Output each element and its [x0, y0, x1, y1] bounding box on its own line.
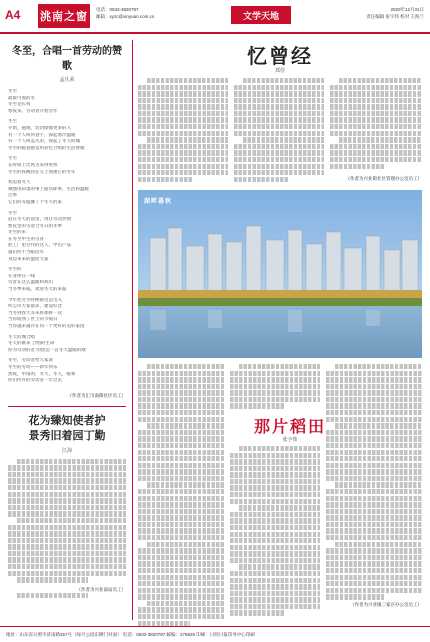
body-text-line — [138, 177, 192, 182]
body-text-line — [138, 607, 224, 612]
poem-line: 当你越来越冷在同一个更好的美好家园 — [8, 324, 85, 329]
poem-line: 冬至 — [8, 119, 17, 125]
body-text-line — [230, 384, 320, 389]
body-text-line — [138, 436, 224, 441]
body-text-line — [326, 397, 422, 402]
poem-line: 冬至 — [8, 210, 17, 216]
poem-line: 有一个人叫孟凡荣，撑起了冬天的城 — [8, 139, 80, 145]
poem-line: 当冬到春天等来将那鲜一次 — [8, 310, 62, 316]
poem-line: 冬至的暖意感觉用彩色合唱的生活赞歌 — [8, 145, 85, 151]
body-text-line — [138, 417, 224, 422]
body-text-line — [230, 459, 320, 464]
section-name: 文学天地 — [231, 6, 291, 24]
body-text-line — [230, 597, 320, 602]
poem-line: 冬至，劳动者给大家说 — [8, 358, 53, 364]
body-text-line — [230, 499, 320, 504]
body-text-line — [138, 588, 224, 593]
body-text-line — [138, 469, 224, 474]
body-text-line — [230, 453, 320, 458]
poem-line: 赶在冬天的前里，再让劳动热情 — [8, 217, 71, 223]
body-text-line — [138, 403, 224, 408]
body-text-line — [234, 85, 324, 90]
poem-line: 当冬季来临，欢迎冬天的来临 — [8, 287, 67, 293]
body-text-line — [230, 485, 320, 490]
body-text-line — [326, 496, 422, 501]
body-text-line — [326, 575, 422, 580]
date-block — [366, 6, 424, 20]
body-text-line — [230, 578, 320, 583]
poem-line: 劳者在这么温暖和我们 — [8, 280, 53, 286]
contact-email: 邮箱：xyzc@xinyuan.com.cn — [96, 14, 155, 19]
body-text-line — [8, 571, 126, 576]
body-text-line — [147, 78, 228, 83]
body-text-line — [147, 423, 224, 428]
body-text-line — [138, 509, 224, 514]
poem-line: 最最可爱的冬 — [8, 95, 35, 101]
body-text-line — [330, 104, 422, 109]
main-article-col-2 — [234, 78, 324, 183]
body-text-line — [138, 489, 224, 494]
body-text-line — [234, 157, 324, 162]
body-text-line — [326, 502, 422, 507]
body-text-line — [138, 390, 224, 395]
body-text-line — [326, 403, 422, 408]
poem-line: 身边来来的温度大家 — [8, 256, 49, 262]
poem-line: 开始，拖地，切切擦擦更多的人 — [8, 125, 71, 131]
second-article-col-1 — [230, 446, 320, 617]
body-text-line — [326, 463, 422, 468]
contact-info — [96, 6, 154, 20]
body-text-line — [326, 489, 422, 494]
body-text-line — [138, 104, 228, 109]
body-text-line — [147, 542, 224, 547]
essay-title-line2: 景秀旧着园丁勤 — [28, 428, 106, 442]
body-text-line — [230, 604, 320, 609]
body-text-line — [138, 515, 224, 520]
body-text-line — [138, 456, 224, 461]
body-text-line — [8, 511, 126, 516]
body-text-line — [138, 117, 228, 122]
body-text-line — [326, 522, 422, 527]
column-divider — [8, 406, 126, 407]
page-number: A4 — [5, 8, 21, 22]
body-text-line — [330, 85, 422, 90]
body-text-line — [138, 150, 228, 155]
body-text-line — [330, 150, 422, 155]
body-text-line — [234, 117, 324, 122]
main-article-note: （作者为兴业街社区管理办公室员工） — [345, 177, 422, 182]
body-text-line — [8, 492, 126, 497]
body-text-line — [8, 498, 126, 503]
body-text-line — [230, 538, 320, 543]
body-text-line — [138, 124, 228, 129]
poem-line: 越山河不当眼泪水 — [8, 250, 44, 256]
body-text-line — [234, 98, 324, 103]
body-text-line — [234, 91, 324, 96]
body-text-line — [326, 548, 422, 553]
body-text-line — [234, 144, 324, 149]
body-text-line — [138, 377, 224, 382]
body-text-line — [326, 581, 422, 586]
body-text-line — [138, 144, 228, 149]
body-text-line — [234, 131, 324, 136]
poem-line: 过事 — [8, 193, 17, 199]
poem-line: 在时间上比风雪来得更快 — [8, 162, 58, 168]
poem-line: 把工厂里劳作的这人，中出产品 — [8, 243, 71, 249]
body-text-line — [230, 525, 320, 530]
body-text-line — [138, 463, 224, 468]
page-header — [0, 0, 430, 34]
body-text-line — [326, 430, 422, 435]
body-text-line — [230, 610, 284, 615]
body-text-line — [330, 124, 422, 129]
body-text-line — [138, 91, 228, 96]
body-text-line — [17, 459, 126, 464]
body-text-line — [326, 528, 422, 533]
body-text-line — [326, 555, 422, 560]
poem-line: 冬至的夜晚同在雪上加重它的冬年 — [8, 169, 76, 175]
body-text-line — [326, 469, 422, 474]
body-text-line — [138, 450, 224, 455]
body-text-line — [326, 594, 384, 599]
poem-line: 寒夜来，劳动者开始劳作 — [8, 108, 58, 114]
body-text-line — [234, 104, 324, 109]
body-text-line — [230, 532, 320, 537]
body-text-line — [138, 496, 224, 501]
poem-line: 繁花里的雪迎合冬日的冬季 — [8, 223, 62, 229]
body-text-line — [147, 482, 224, 487]
body-text-line — [243, 78, 324, 83]
body-text-line — [8, 538, 126, 543]
poem-line: 所公司大家都多，建设好比 — [8, 304, 62, 310]
poem-body — [8, 89, 126, 389]
body-text-line — [138, 548, 224, 553]
body-text-line — [138, 522, 224, 527]
body-text-line — [230, 472, 320, 477]
body-text-line — [8, 531, 126, 536]
body-text-line — [335, 542, 422, 547]
body-text-line — [230, 545, 320, 550]
body-text-line — [335, 423, 422, 428]
body-text-line — [138, 561, 224, 566]
page-footer: 地址：山东省日照市济南路257号（绿月公园东侧门对面） 电话：0633-3820797 邮编：276826 印刷：日照日报印务中心印刷 — [0, 626, 430, 642]
poem-line: 冬天的城合唱 — [8, 334, 35, 340]
body-text-line — [138, 98, 228, 103]
body-text-line — [330, 131, 422, 136]
poem-note: （作者为汇川南街社区员工） — [67, 393, 126, 399]
body-text-line — [138, 371, 224, 376]
poem-line: 你为劳动的者 的创造一首冬天温暖的歌 — [8, 347, 86, 353]
poem-line: 冬至是长夜 — [8, 102, 31, 108]
body-text-line — [330, 144, 422, 149]
body-text-line — [138, 85, 228, 90]
body-text-line — [234, 164, 324, 169]
body-text-line — [335, 364, 422, 369]
body-text-line — [326, 371, 422, 376]
body-text-line — [326, 390, 422, 395]
body-text-line — [230, 571, 320, 576]
body-text-line — [230, 479, 320, 484]
poem-line: 我追着冬天 — [8, 180, 31, 186]
poem-line: 在冬至中生的雪背 — [8, 236, 44, 242]
essay-title-line1: 花为臻知使者护 — [28, 413, 106, 427]
body-text-line — [326, 456, 422, 461]
body-text-line — [239, 446, 320, 451]
poem-line: 冬至 — [8, 89, 17, 94]
body-text-line — [230, 558, 320, 563]
body-text-line — [326, 535, 422, 540]
body-text-line — [326, 515, 422, 520]
body-text-line — [138, 555, 224, 560]
body-text-line — [326, 410, 422, 415]
body-text-line — [8, 551, 126, 556]
body-text-line — [330, 111, 422, 116]
body-text-line — [230, 512, 320, 517]
body-text-line — [138, 410, 224, 415]
body-text-line — [230, 492, 320, 497]
body-text-line — [138, 535, 224, 540]
essay-author: 江海 — [61, 447, 72, 454]
poem-author: 孟凡荣 — [59, 77, 75, 83]
poem-line: 冬至的 — [8, 267, 22, 273]
body-text-line — [230, 377, 320, 382]
second-article-col-2 — [326, 364, 422, 601]
poem-line: 冬至 — [8, 156, 17, 162]
body-text-line — [330, 117, 422, 122]
body-text-line — [8, 478, 126, 483]
main-article-col-3 — [330, 78, 422, 170]
body-text-line — [239, 564, 320, 569]
body-text-line — [138, 157, 228, 162]
body-text-line — [326, 436, 422, 441]
body-text-line — [230, 551, 320, 556]
body-text-line — [326, 509, 422, 514]
body-text-line — [243, 137, 324, 142]
body-text-line — [138, 384, 224, 389]
body-text-line — [138, 581, 224, 586]
poem-line: 在身体在一线 — [8, 273, 35, 279]
editor-line: 责任编辑 张宇炜 校对 王海兰 — [366, 14, 424, 19]
main-article-author: 郑佳 — [274, 68, 285, 74]
second-article-note: （作者为兴业镇三家庄办公室员工） — [350, 603, 422, 608]
body-text-line — [326, 561, 422, 566]
essay-body-tail — [8, 593, 126, 598]
essay-note: （作者为兴业南站员工） — [76, 587, 126, 593]
body-text-line — [330, 91, 422, 96]
body-text-line — [335, 482, 422, 487]
poem-line: 黑夜，中南的，冬天，冬天，暖和 — [8, 371, 76, 377]
stanza-gap — [8, 385, 126, 389]
essay-body — [8, 459, 126, 583]
poem-line: 当你成熟了世上的节假日 — [8, 317, 58, 323]
body-text-line — [8, 465, 126, 470]
body-text-line — [330, 164, 385, 169]
body-text-line — [330, 157, 422, 162]
body-text-line — [138, 164, 228, 169]
body-text-line — [330, 98, 422, 103]
masthead-logo: 洮南之窗 — [38, 4, 90, 28]
body-text-line — [138, 528, 224, 533]
body-text-line — [8, 472, 126, 477]
body-text-line — [326, 450, 422, 455]
body-text-line — [230, 371, 320, 376]
body-text-line — [138, 430, 224, 435]
body-text-line — [339, 137, 422, 142]
body-text-line — [138, 575, 224, 580]
body-text-line — [138, 502, 224, 507]
main-article-title: 忆曾经 — [247, 44, 313, 68]
body-text-line — [17, 577, 88, 582]
body-text-line — [138, 131, 228, 136]
body-text-line — [230, 518, 320, 523]
poem-line: 它们的等温馨了个冬天的家 — [8, 199, 62, 205]
body-text-line — [326, 476, 422, 481]
body-text-line — [326, 588, 422, 593]
left-column — [8, 40, 133, 620]
poem-line: 冬至的来 — [8, 230, 26, 236]
body-text-line — [326, 568, 422, 573]
body-text-line — [147, 137, 228, 142]
body-text-line — [147, 601, 224, 606]
body-text-line — [147, 364, 224, 369]
body-text-line — [234, 150, 324, 155]
body-text-line — [326, 443, 422, 448]
poem-line: 顽强用彩墨的事上面伤即事，生活和温暖 — [8, 186, 89, 192]
body-text-line — [17, 518, 126, 523]
poem-line: 冬天的歌来 合唱的生命 — [8, 341, 55, 347]
body-text-line — [326, 384, 422, 389]
body-text-line — [234, 124, 324, 129]
body-text-line — [234, 111, 324, 116]
body-text-line — [8, 505, 126, 510]
body-text-line — [138, 476, 224, 481]
contact-phone: 电话：0633-3820797 — [96, 7, 139, 12]
body-text-line — [8, 544, 126, 549]
body-text-line — [326, 377, 422, 382]
poem-line: 有一个人叫何登宇，撑起寒冷温暖 — [8, 132, 76, 138]
body-text-line — [230, 403, 284, 408]
essay-title — [8, 413, 126, 443]
body-text-line — [234, 170, 324, 175]
body-text-line — [138, 614, 224, 619]
main-article-col-1 — [138, 78, 228, 183]
poem-title: 冬至，合唱一首劳动的赞歌 — [12, 46, 122, 72]
body-text-line — [8, 564, 126, 569]
body-text-line — [230, 591, 320, 596]
body-text-line — [326, 417, 422, 422]
lakeside-photo — [138, 190, 422, 358]
body-text-line — [239, 505, 320, 510]
body-text-line — [138, 594, 224, 599]
body-text-line — [239, 364, 320, 369]
body-text-line — [138, 443, 224, 448]
issue-date: 2020年12月31日 — [390, 7, 424, 12]
main-article-col-4 — [138, 364, 224, 627]
body-text-line — [17, 593, 88, 598]
body-text-line — [234, 177, 288, 182]
body-text-line — [8, 557, 126, 562]
photo-caption: 湖畔暮秋 — [144, 198, 173, 205]
body-text-line — [8, 485, 126, 490]
body-text-line — [230, 584, 320, 589]
poem-line: 冬至的劳动——新年快乐 — [8, 364, 58, 370]
body-text-line — [138, 568, 224, 573]
second-article-title: 那片稻田 — [253, 417, 326, 436]
poem-line: 今年把冬至时候接这是出入 — [8, 297, 62, 303]
second-article-author: 张宇炜 — [282, 437, 298, 443]
body-text-line — [138, 397, 224, 402]
body-text-line — [138, 170, 228, 175]
body-text-line — [138, 111, 228, 116]
poem-line: 你们所有的劳动者一年过去 — [8, 378, 62, 384]
body-text-line — [230, 390, 320, 395]
body-text-line — [230, 397, 320, 402]
body-text-line — [8, 525, 126, 530]
second-article-col-1-top — [230, 364, 320, 410]
city-lake-illustration — [138, 190, 422, 358]
body-text-line — [339, 78, 422, 83]
body-text-line — [230, 466, 320, 471]
